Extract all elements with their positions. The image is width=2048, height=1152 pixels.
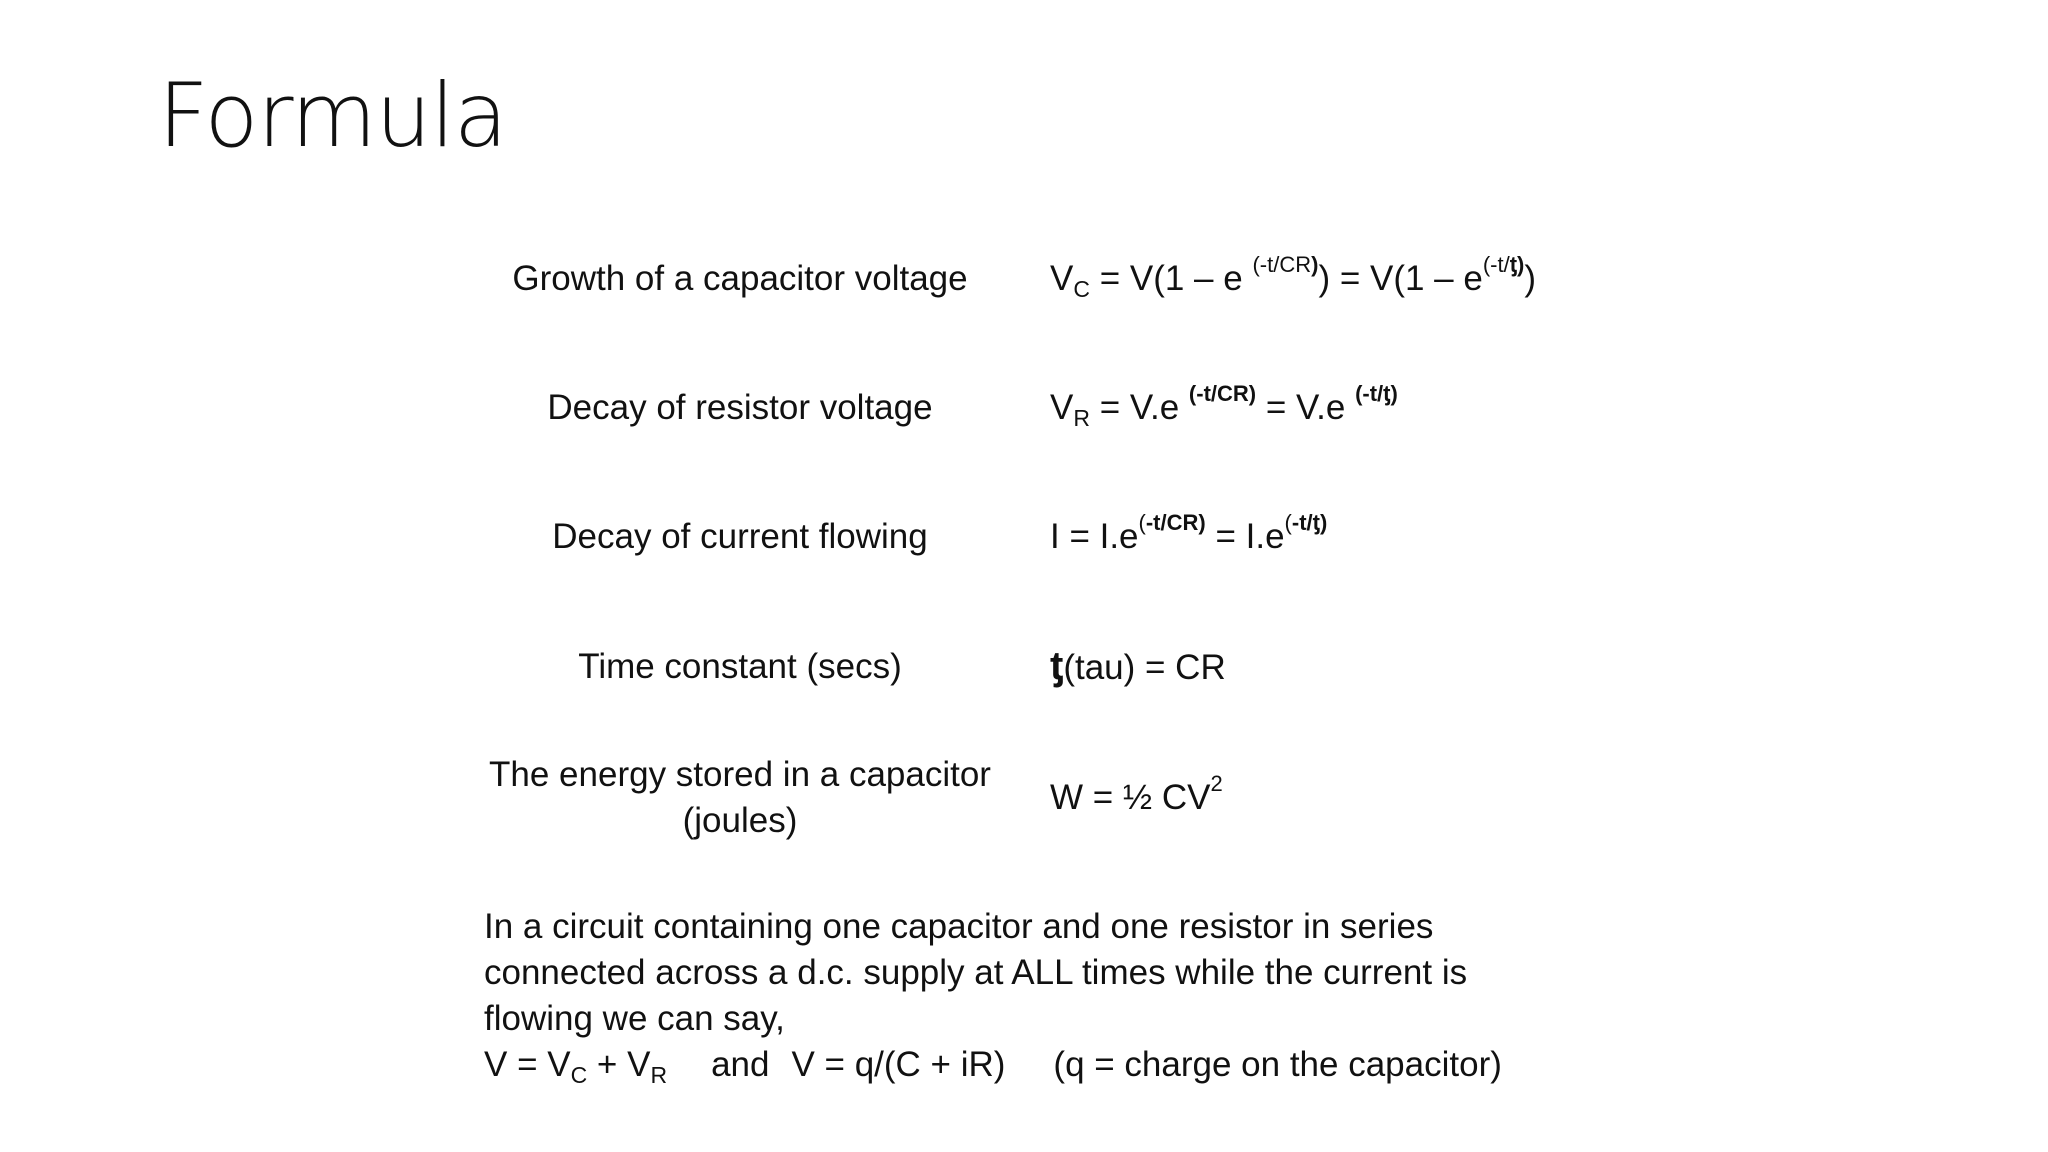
formula-text: V [1050,259,1074,298]
subscript: R [1073,405,1090,431]
row-label: Decay of current flowing [552,517,928,556]
note-equation-line [484,1042,1584,1088]
formula-text: = V(1 – e [1089,259,1253,298]
superscript: 2 [1210,771,1223,796]
row-label: Growth of a capacitor voltage [512,259,968,298]
slide-title: Formula [158,64,507,167]
formula-text: + V [587,1045,651,1084]
note-line: flowing we can say, [484,999,785,1038]
formula-text: I = I.e [1050,517,1139,556]
formula-text: ) [1524,259,1537,298]
row-label-line: The energy stored in a capacitor [489,755,991,794]
superscript: -t/CR) [1145,510,1206,535]
row-label [480,752,1000,844]
formula-text: = V.e [1256,388,1356,427]
formula-text: V = q/(C + iR) [791,1045,1006,1084]
formula-text: = I.e [1205,517,1285,556]
formula-row-time-constant [480,643,1660,691]
formula-text: (tau) = CR [1063,648,1226,687]
superscript: ) [1517,252,1525,277]
series-circuit-note [484,904,1584,1088]
superscript: ( [1284,510,1292,535]
tau-symbol: ƫ [1509,252,1518,277]
superscript: (-t/CR [1252,252,1312,277]
subscript: C [1073,276,1090,302]
tau-symbol: ƫ [1050,644,1064,688]
formula-row-energy [480,752,1660,844]
formula-text: ) = V(1 – e [1318,259,1483,298]
formula-row-resistor-decay [480,381,1660,431]
note-parenthetical: (q = charge on the capacitor) [1053,1045,1502,1084]
superscript: -t/ƫ) [1291,510,1328,535]
row-label: Time constant (secs) [578,647,902,686]
current-decay-formula [1050,510,1328,560]
time-constant-formula [1050,643,1226,691]
resistor-decay-formula [1050,381,1398,431]
superscript: (-t/ [1482,252,1510,277]
formula-row-growth [480,252,1660,302]
formula-row-current-decay [480,510,1660,560]
superscript: (-t/CR) [1188,381,1257,406]
note-line: In a circuit containing one capacitor and one resistor in series [484,907,1434,946]
subscript: R [650,1062,668,1088]
growth-formula [1050,252,1537,302]
formula-text: V = V [484,1045,571,1084]
note-and: and [711,1045,770,1084]
formula-text: V [1050,388,1074,427]
row-label-line: (joules) [682,801,798,840]
formula-text: W = ½ CV [1050,778,1211,817]
superscript: ( [1138,510,1146,535]
formula-text: = V.e [1089,388,1189,427]
row-label: Decay of resistor voltage [547,388,933,427]
superscript: (-t/ƫ) [1355,381,1398,406]
energy-formula [1050,771,1223,821]
superscript: ) [1311,252,1319,277]
subscript: C [570,1062,588,1088]
note-line: connected across a d.c. supply at ALL times while the current is [484,953,1468,992]
